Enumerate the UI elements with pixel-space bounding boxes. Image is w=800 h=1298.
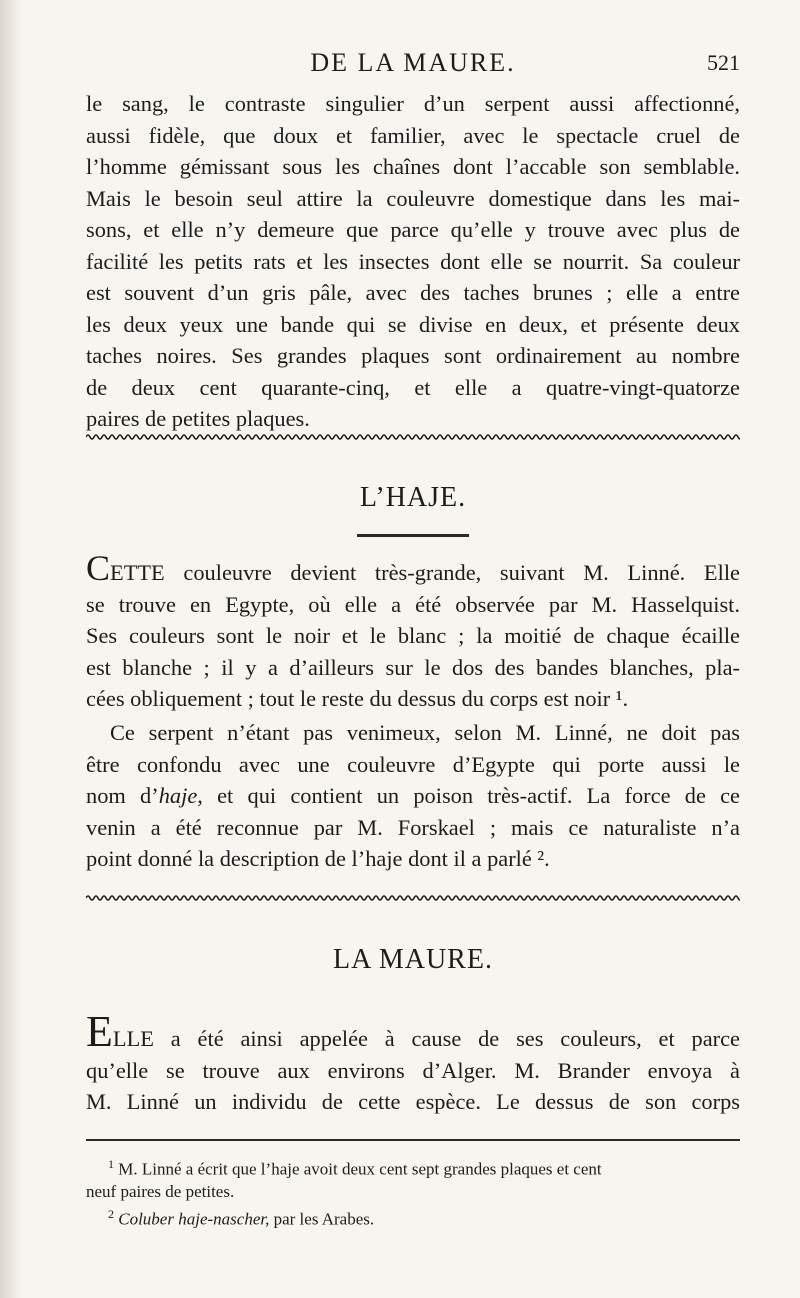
small-caps-word: LLE: [112, 1026, 154, 1051]
small-caps-word: ETTE: [110, 560, 165, 585]
text-line: est souvent d’un gris pâle, avec des taches brunes ; elle a entre: [86, 280, 740, 305]
drop-capital: C: [86, 548, 111, 588]
text-line: paires de petites plaques.: [86, 406, 310, 431]
ornamental-rule: [86, 893, 740, 903]
footnote-marker: 1: [108, 1157, 114, 1171]
section-heading-haje: L’HAJE.: [359, 482, 467, 513]
text-line: venin a été reconnue par M. Forskael ; mais ce naturaliste n’a: [86, 814, 740, 840]
text-line: Ses couleurs sont le noir et le blanc ; la moitié de chaque écaille: [86, 623, 740, 648]
drop-capital: E: [86, 1007, 113, 1056]
page-gutter-shadow: [0, 0, 22, 1298]
paragraph-domestic-snake: [86, 88, 740, 435]
running-head-title: DE LA MAURE.: [310, 48, 516, 77]
italic-term: haje: [158, 783, 198, 808]
running-head: [86, 48, 740, 82]
text-line: être confondu avec une couleuvre d’Egypte qui porte aussi le: [86, 751, 740, 777]
footnote-1: $^1$ M. Linné a écrit que l’haje avoit deux cent sept grandes plaques et cent: [108, 1157, 602, 1179]
section-heading-maure: LA MAURE.: [333, 944, 493, 975]
text-line: sons, et elle n’y demeure que parce qu’elle y trouve avec plus de: [86, 217, 740, 242]
text-line: l’homme gémissant sous les chaînes dont l’accable son semblable.: [86, 154, 740, 179]
text-line: qu’elle se trouve aux environs d’Alger. M. Brander envoya à: [86, 1057, 740, 1083]
text-line: Ce serpent n’étant pas venimeux, selon M. Linné, ne doit pas: [110, 720, 740, 745]
paragraph-haje-description: [86, 548, 740, 715]
text-line: M. Linné un individu de cette espèce. Le dessus de son corps: [86, 1089, 740, 1114]
footnotes: [86, 1153, 740, 1230]
ornamental-rule: [86, 432, 740, 442]
text-line: aussi fidèle, que doux et familier, avec le spectacle cruel de: [86, 122, 740, 148]
paragraph-haje-venom: [86, 717, 740, 875]
text-line: se trouve en Egypte, où elle a été observée par M. Hasselquist.: [86, 591, 740, 617]
text-line: CETTE couleuvre devient très-grande, suivant M. Linné. Elle: [86, 548, 740, 588]
text-line: cées obliquement ; tout le reste du dessus du corps est noir ¹.: [86, 686, 629, 711]
paragraph-maure-description: [86, 1007, 740, 1118]
text-line: les deux yeux une bande qui se divise en deux, et présente deux: [86, 311, 740, 337]
text-line: ELLE a été ainsi appelée à cause de ses couleurs, et parce: [86, 1007, 740, 1056]
page-number: 521: [707, 50, 740, 75]
footnote-marker: 2: [108, 1206, 114, 1221]
text-line: taches noires. Ses grandes plaques sont ordinairement au nombre: [86, 343, 740, 368]
footnote-1-continued: neuf paires de petites.: [86, 1181, 235, 1201]
footnote-separator: [86, 1139, 740, 1141]
text-line: Mais le besoin seul attire la couleuvre domestique dans les mai-: [86, 185, 740, 211]
text-line: le sang, le contraste singulier d’un serpent aussi affectionné,: [86, 91, 740, 116]
text-line: est blanche ; il y a d’ailleurs sur le dos des bandes blanches, pla-: [86, 654, 740, 680]
footnote-2: $^2$ Coluber haje-nascher, par les Arabes.: [108, 1206, 375, 1229]
text-line: de deux cent quarante-cinq, et elle a quatre-vingt-quatorze: [86, 374, 740, 400]
italic-term: Coluber haje-nascher,: [118, 1209, 270, 1229]
text-line: point donné la description de l’haje dont il a parlé ².: [86, 846, 550, 871]
text-line: nom d’haje, et qui contient un poison très-actif. La force de ce: [86, 783, 740, 808]
heading-underline: [357, 534, 469, 537]
text-line: facilité les petits rats et les insectes dont elle se nourrit. Sa couleur: [86, 248, 740, 274]
